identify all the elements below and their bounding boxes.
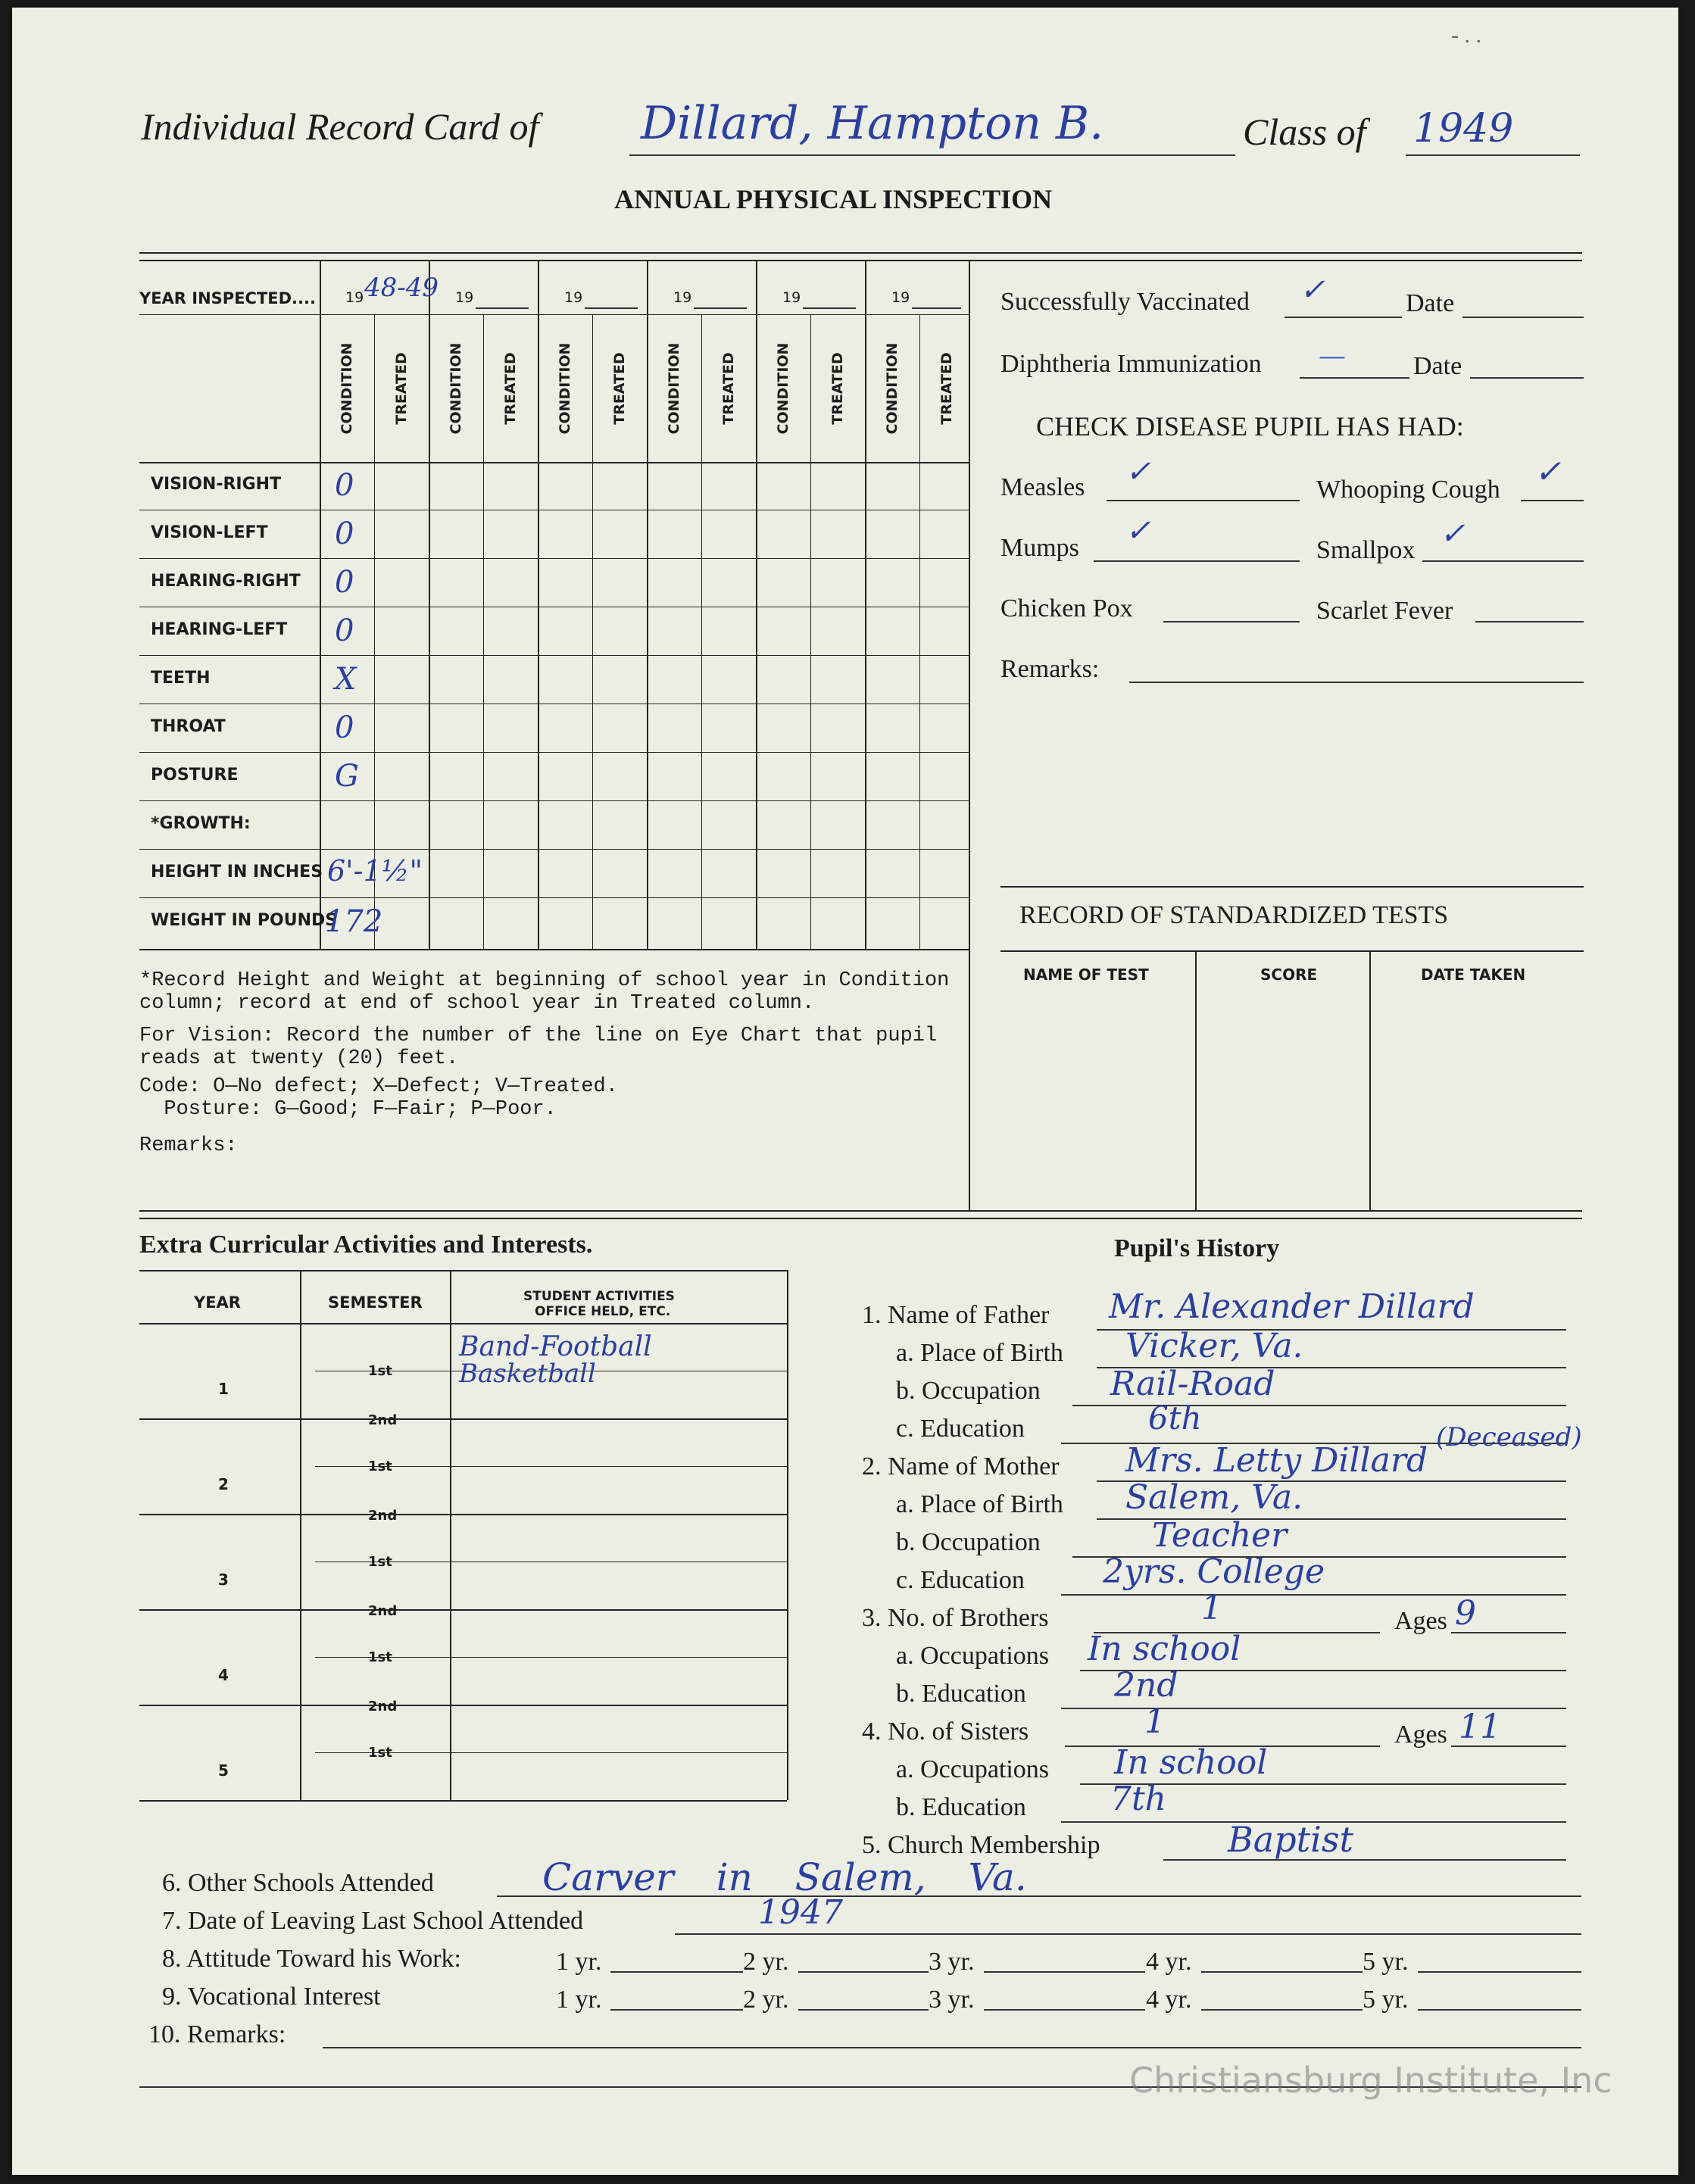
mother-birthplace: Salem, Va. [1125, 1478, 1303, 1517]
bottom-remarks-label: 10. Remarks: [148, 2020, 286, 2048]
year-blank [476, 307, 529, 309]
year-prefix: 19 [564, 289, 583, 306]
grid-line [701, 314, 702, 949]
scarlet-line [1475, 621, 1584, 622]
grid-line [139, 314, 969, 315]
smallpox-label: Smallpox [1316, 536, 1416, 564]
row-line [139, 1418, 787, 1420]
form-subtitle: ANNUAL PHYSICAL INSPECTION [614, 184, 1053, 214]
brothers-label: 3. No. of Brothers [862, 1604, 1049, 1632]
grid-line [919, 314, 920, 949]
year-4: 4 [218, 1666, 229, 1684]
mumps-mark: ✓ [1125, 513, 1151, 548]
grid-line [538, 260, 539, 949]
bottom-line [323, 2047, 1581, 2048]
grid-line [139, 558, 969, 559]
row-vision-right: VISION-RIGHT [151, 475, 282, 494]
value-hearing-left: 0 [335, 613, 354, 648]
class-label: Class of [1243, 111, 1366, 153]
activities-heading: Extra Curricular Activities and Interests. [139, 1231, 593, 1259]
other-schools-label: 6. Other Schools Attended [162, 1869, 434, 1897]
year-blank [912, 307, 961, 309]
col-condition: CONDITION [666, 342, 682, 435]
vocational-3yr: 3 yr. [929, 1986, 975, 2014]
vocational-blank [984, 2009, 1145, 2011]
activity-entry: Basketball [459, 1359, 596, 1389]
col-condition: CONDITION [339, 342, 355, 435]
mother-occupation-label: b. Occupation [896, 1528, 1041, 1556]
vaccination-remarks-label: Remarks: [1000, 655, 1100, 683]
tests-col-line [1195, 950, 1197, 1210]
sem-2nd: 2nd [368, 1603, 398, 1619]
value-throat: 0 [335, 710, 354, 745]
grid-line [139, 752, 969, 753]
col-score: SCORE [1260, 966, 1318, 984]
sem-1st: 1st [368, 1745, 392, 1761]
attitude-5yr: 5 yr. [1363, 1948, 1409, 1976]
chicken-pox-line [1163, 621, 1300, 622]
year-prefix: 19 [673, 289, 692, 306]
sisters-label: 4. No. of Sisters [862, 1718, 1029, 1746]
col-treated: TREATED [611, 352, 628, 425]
divider [139, 260, 1582, 261]
value-hearing-right: 0 [335, 565, 354, 600]
col-date-taken: DATE TAKEN [1421, 966, 1526, 984]
brothers-occupations-label: a. Occupations [896, 1642, 1050, 1670]
value-vision-right: 0 [335, 468, 354, 503]
grid-line [139, 800, 969, 801]
col-condition: CONDITION [775, 342, 791, 435]
chicken-pox-label: Chicken Pox [1000, 594, 1133, 622]
col-activities-2: OFFICE HELD, ETC. [535, 1304, 671, 1319]
attitude-blank [610, 1971, 743, 1973]
history-heading: Pupil's History [1114, 1234, 1280, 1262]
attitude-1yr: 1 yr. [556, 1948, 602, 1976]
row-vision-left: VISION-LEFT [151, 523, 268, 542]
father-education: 6th [1148, 1399, 1202, 1437]
mother-note: (Deceased) [1436, 1422, 1582, 1452]
church-label: 5. Church Membership [862, 1831, 1100, 1859]
sisters-occupations-label: a. Occupations [896, 1755, 1050, 1783]
student-name: Dillard, Hampton B. [641, 97, 1104, 150]
sisters-ages-label: Ages [1394, 1721, 1447, 1749]
note-line: *Record Height and Weight at beginning of school year in Condition [139, 969, 950, 992]
sem-1st: 1st [368, 1554, 392, 1570]
attitude-blank [1418, 1971, 1581, 1973]
brothers-ages: 9 [1455, 1594, 1476, 1633]
corner-mark: - . . [1451, 23, 1481, 48]
sisters-education: 7th [1110, 1780, 1167, 1818]
year-blank [803, 307, 856, 309]
father-birthplace: Vicker, Va. [1125, 1327, 1303, 1365]
vocational-blank [610, 2009, 743, 2011]
smallpox-line [1422, 560, 1584, 562]
col-treated: TREATED [393, 352, 410, 425]
divider [139, 1210, 1582, 1212]
vocational-blank [798, 2009, 929, 2011]
watermark: Christiansburg Institute, Inc [1129, 2060, 1612, 2101]
note-line: reads at twenty (20) feet. [139, 1047, 459, 1070]
father-birth-label: a. Place of Birth [896, 1339, 1063, 1367]
attitude-blank [984, 1971, 1145, 1973]
check-disease-heading: CHECK DISEASE PUPIL HAS HAD: [1036, 411, 1464, 441]
grid-line [483, 314, 484, 949]
col-condition: CONDITION [884, 342, 901, 435]
scarlet-label: Scarlet Fever [1316, 597, 1453, 625]
father-name: Mr. Alexander Dillard [1109, 1287, 1475, 1326]
grid-line [429, 260, 430, 949]
mumps-label: Mumps [1000, 534, 1079, 562]
church-value: Baptist [1228, 1819, 1353, 1860]
grid-line [647, 260, 648, 949]
class-line [1406, 154, 1580, 156]
col-name-of-test: NAME OF TEST [1023, 966, 1149, 984]
sisters-occupations: In school [1114, 1743, 1268, 1782]
father-occupation: Rail-Road [1110, 1365, 1275, 1403]
sem-1st: 1st [368, 1459, 392, 1474]
bottom-line [675, 1933, 1581, 1935]
value-vision-left: 0 [335, 516, 354, 551]
date-line [1462, 317, 1584, 318]
brothers-education-label: b. Education [896, 1680, 1026, 1708]
vocational-blank [1418, 2009, 1581, 2011]
row-height: HEIGHT IN INCHES [151, 863, 323, 881]
grid-line [139, 462, 969, 463]
col-treated: TREATED [829, 352, 846, 425]
history-line [1072, 1405, 1566, 1406]
mother-education: 2yrs. College [1103, 1552, 1325, 1591]
date-line [1470, 377, 1584, 379]
grid-line [810, 314, 811, 949]
remarks-line [1129, 682, 1584, 683]
row-line [139, 1609, 787, 1611]
whooping-label: Whooping Cough [1316, 476, 1500, 504]
class-year: 1949 [1413, 106, 1514, 151]
value-height: 6'-1½" [327, 854, 423, 888]
col-semester: SEMESTER [328, 1293, 423, 1312]
grid-line [969, 260, 970, 1210]
mother-label: 2. Name of Mother [862, 1452, 1060, 1480]
vaccinated-line [1285, 317, 1402, 318]
divider [139, 1218, 1582, 1219]
activities-col-line [300, 1270, 301, 1800]
smallpox-mark: ✓ [1440, 516, 1466, 551]
leaving-label: 7. Date of Leaving Last School Attended [162, 1907, 584, 1935]
leaving-date: 1947 [758, 1893, 843, 1932]
father-label: 1. Name of Father [862, 1301, 1050, 1329]
grid-line [592, 314, 593, 949]
row-line [139, 1514, 787, 1515]
vaccinated-label: Successfully Vaccinated [1000, 288, 1250, 316]
note-line: column; record at end of school year in Treated column. [139, 992, 815, 1015]
measles-label: Measles [1000, 473, 1085, 501]
measles-mark: ✓ [1125, 454, 1151, 489]
brothers-education: 2nd [1114, 1666, 1178, 1705]
row-posture: POSTURE [151, 766, 239, 785]
tests-heading: RECORD OF STANDARDIZED TESTS [1019, 901, 1449, 929]
year-1: 1 [218, 1380, 229, 1398]
mother-name: Mrs. Letty Dillard [1125, 1441, 1428, 1480]
year-inspected-label: YEAR INSPECTED.... [139, 289, 316, 307]
vocational-1yr: 1 yr. [556, 1986, 602, 2014]
mother-occupation: Teacher [1152, 1516, 1288, 1555]
note-line: For Vision: Record the number of the line on Eye Chart that pupil [139, 1025, 938, 1047]
sem-1st: 1st [368, 1363, 392, 1379]
grid-line [865, 260, 866, 949]
vocational-label: 9. Vocational Interest [162, 1983, 381, 2011]
mumps-line [1094, 560, 1300, 562]
brothers-ages-label: Ages [1394, 1607, 1447, 1635]
history-line [1061, 1594, 1566, 1596]
vaccinated-mark: ✓ [1300, 273, 1325, 307]
sem-2nd: 2nd [368, 1699, 398, 1714]
attitude-4yr: 4 yr. [1146, 1948, 1192, 1976]
name-line [629, 154, 1235, 156]
grid-line [139, 849, 969, 850]
diphtheria-mark: — [1319, 341, 1346, 372]
year-5: 5 [218, 1761, 229, 1780]
col-treated: TREATED [938, 352, 955, 425]
activities-table-top [139, 1270, 787, 1271]
row-line [139, 1323, 787, 1324]
year-2: 2 [218, 1475, 229, 1493]
year-prefix: 19 [455, 289, 474, 306]
measles-line [1107, 500, 1300, 501]
activities-table-bottom [139, 1800, 787, 1802]
attitude-blank [1201, 1971, 1363, 1973]
note-remarks: Remarks: [139, 1134, 238, 1157]
grid-line [139, 655, 969, 656]
year-prefix: 19 [345, 289, 364, 306]
col-activities-1: STUDENT ACTIVITIES [523, 1289, 675, 1304]
father-occupation-label: b. Occupation [896, 1377, 1041, 1405]
activity-entry: Band-Football [459, 1331, 652, 1362]
row-throat: THROAT [151, 717, 226, 736]
attitude-2yr: 2 yr. [743, 1948, 789, 1976]
row-hearing-left: HEARING-LEFT [151, 620, 288, 639]
grid-line [139, 897, 969, 898]
row-line [139, 1705, 787, 1706]
col-condition: CONDITION [557, 342, 573, 435]
vaccinated-date-label: Date [1406, 289, 1455, 317]
col-treated: TREATED [720, 352, 737, 425]
father-education-label: c. Education [896, 1415, 1025, 1443]
year-blank [694, 307, 747, 309]
whooping-mark: ✓ [1534, 453, 1562, 490]
note-line: Code: O—No defect; X—Defect; V—Treated. [139, 1075, 618, 1098]
note-line: Posture: G—Good; F—Fair; P—Poor. [139, 1098, 557, 1121]
card-title: Individual Record Card of [141, 105, 539, 148]
history-line [1163, 1859, 1566, 1861]
sisters-ages: 11 [1459, 1708, 1501, 1746]
tests-col-line [1369, 950, 1371, 1210]
row-growth: *GROWTH: [151, 814, 251, 833]
brothers-occupations: In school [1088, 1630, 1241, 1668]
col-condition: CONDITION [448, 342, 464, 435]
vocational-5yr: 5 yr. [1363, 1986, 1409, 2014]
diphtheria-label: Diphtheria Immunization [1000, 350, 1262, 378]
row-teeth: TEETH [151, 669, 211, 688]
attitude-3yr: 3 yr. [929, 1948, 975, 1976]
vocational-blank [1201, 2009, 1363, 2011]
divider [139, 252, 1582, 254]
tests-top-line [1000, 886, 1584, 888]
activities-col-line [787, 1270, 788, 1800]
col-year: YEAR [194, 1293, 241, 1312]
year-prefix: 19 [782, 289, 801, 306]
year-prefix: 19 [891, 289, 910, 306]
value-posture: G [335, 759, 359, 794]
sisters-education-label: b. Education [896, 1793, 1026, 1821]
vocational-2yr: 2 yr. [743, 1986, 789, 2014]
diphtheria-line [1300, 377, 1409, 379]
row-weight: WEIGHT IN POUNDS [151, 911, 338, 930]
attitude-blank [798, 1971, 929, 1973]
grid-line [139, 949, 969, 950]
year-blank [585, 307, 638, 309]
other-schools: Carver in Salem, Va. [542, 1855, 1027, 1899]
grid-line [756, 260, 757, 949]
sem-2nd: 2nd [368, 1412, 398, 1428]
value-teeth: X [335, 662, 357, 697]
record-card [12, 8, 1678, 2175]
activities-col-line [450, 1270, 451, 1800]
brothers-count: 1 [1201, 1589, 1222, 1627]
col-treated: TREATED [502, 352, 519, 425]
mother-education-label: c. Education [896, 1566, 1025, 1594]
year-written: 48-49 [364, 273, 439, 303]
sem-2nd: 2nd [368, 1508, 398, 1524]
attitude-label: 8. Attitude Toward his Work: [162, 1945, 462, 1973]
whooping-line [1521, 500, 1584, 501]
sisters-count: 1 [1144, 1702, 1166, 1741]
mother-birth-label: a. Place of Birth [896, 1490, 1063, 1518]
diphtheria-date-label: Date [1413, 352, 1462, 380]
year-3: 3 [218, 1571, 229, 1589]
row-hearing-right: HEARING-RIGHT [151, 572, 301, 591]
sem-1st: 1st [368, 1649, 392, 1665]
tests-header-line [1000, 950, 1584, 952]
vocational-4yr: 4 yr. [1146, 1986, 1192, 2014]
value-weight: 172 [325, 904, 383, 939]
grid-line [320, 260, 321, 949]
